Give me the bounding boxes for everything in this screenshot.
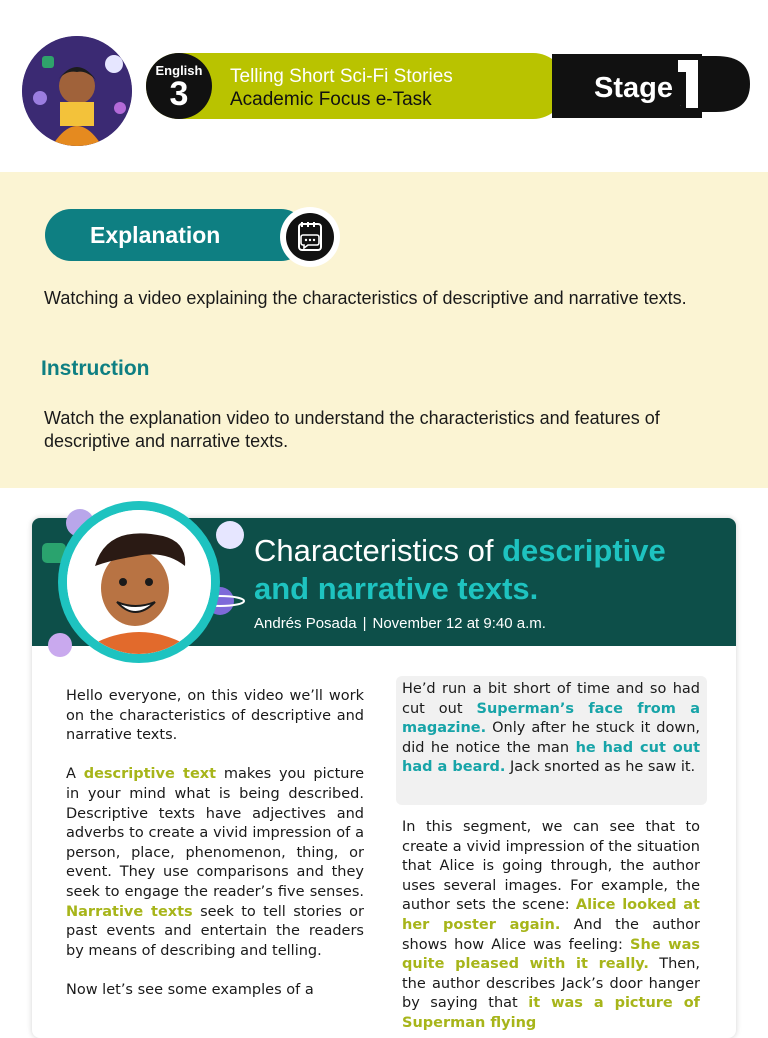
article-title xyxy=(254,532,724,608)
text-run: makes you picture in your mind what is being described. Descriptive texts have adjectives and adverbs to create a vivid impression of a person, place, phenomenon, thing, or event. They use comparisons and they seek to engage the reader’s five senses. xyxy=(66,766,365,900)
author-name: Andrés Posada xyxy=(254,615,357,632)
author-avatar xyxy=(67,510,211,654)
paragraph-definitions xyxy=(66,765,364,961)
stage-number-graphic xyxy=(672,48,752,120)
instruction-heading: Instruction xyxy=(41,357,150,380)
grade-badge xyxy=(146,53,212,119)
paragraph-intro: Hello everyone, on this video we’ll work on the characteristics of descriptive and narrative texts. xyxy=(66,688,364,744)
analysis-highlight-3: it was a picture of Superman flying xyxy=(402,995,700,1031)
explanation-text: Watching a video explaining the characteristics of descriptive and narrative texts. xyxy=(44,288,687,308)
meta-divider: | xyxy=(362,615,367,632)
analysis-highlight-1: Alice looked at her poster again. xyxy=(402,897,700,933)
student-avatar xyxy=(22,36,132,146)
quote-highlight-2: he had cut out had a beard. xyxy=(402,739,700,776)
text-run: A xyxy=(66,766,84,783)
text-run: And the author shows how Alice was feeling: xyxy=(402,916,700,953)
reading-student-illustration xyxy=(22,36,132,146)
text-run: Only after he stuck it down, did he notice the man xyxy=(402,720,700,756)
quote-highlight-1: Superman’s face from a magazine. xyxy=(402,700,700,737)
paragraph-examples: Now let’s see some examples of a xyxy=(66,981,314,998)
grade-number: 3 xyxy=(169,75,189,113)
stage-label: Stage xyxy=(594,72,673,104)
text-run: Jack snorted as he saw it. xyxy=(505,759,696,776)
text-run: seek to tell stories or past events and entertain the readers by means of describing and telling. xyxy=(66,903,364,959)
article-meta xyxy=(254,615,546,632)
page-header xyxy=(0,0,768,172)
author-illustration xyxy=(67,510,211,654)
article-title-highlight: descriptive and narrative texts. xyxy=(254,533,666,606)
analysis-highlight-2: She was quite pleased with it really. xyxy=(402,936,700,973)
article-title-plain: Characteristics of xyxy=(254,533,503,568)
post-date: November 12 at 9:40 a.m. xyxy=(372,615,546,632)
notebook-chat-icon xyxy=(286,213,334,261)
text-run: He’d run a bit short of time and so had cut out xyxy=(402,681,700,717)
text-run: In this segment, we can see that to create a vivid impression of the situation that Alice is going through, the author uses several images. For example, the author sets the scene: xyxy=(402,819,700,914)
text-run: Then, the author describes Jack’s door hanger by saying that xyxy=(402,956,700,1012)
subject-label: English xyxy=(155,63,203,78)
course-subtitle: Academic Focus e-Task xyxy=(230,89,432,110)
term-narrative-texts: Narrative texts xyxy=(66,903,193,920)
article-left-column xyxy=(66,687,364,1020)
term-descriptive-text: descriptive text xyxy=(83,766,217,783)
article-right-column xyxy=(402,818,700,1034)
instruction-text: Watch the explanation video to understand the characteristics and features of descriptive and narrative texts. xyxy=(44,408,660,451)
explanation-label: Explanation xyxy=(90,222,221,248)
stage-number: 1 xyxy=(680,106,681,107)
course-title: Telling Short Sci-Fi Stories xyxy=(230,66,453,87)
example-quote xyxy=(402,680,700,778)
